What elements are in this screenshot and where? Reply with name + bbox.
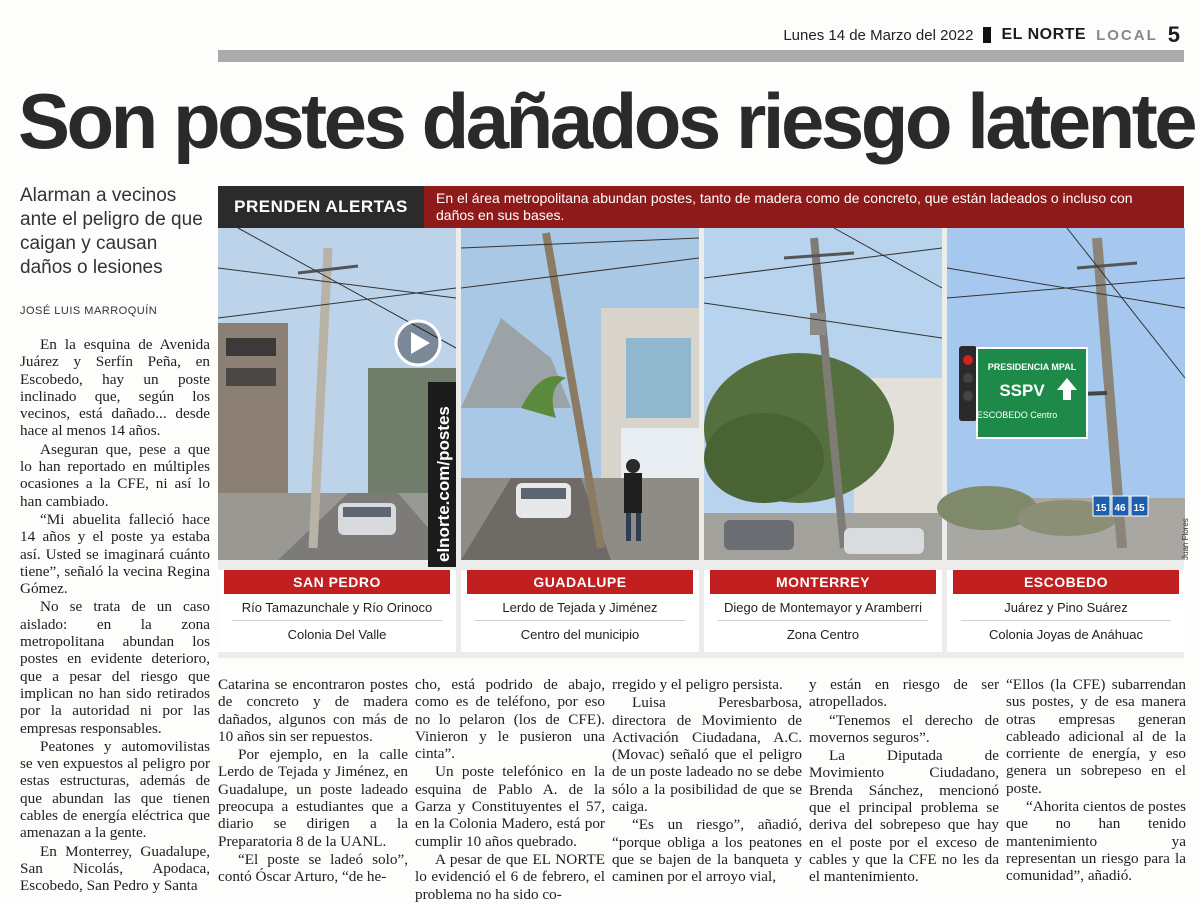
paragraph: rregido y el peligro persista. bbox=[612, 676, 783, 693]
street-photo-illustration bbox=[947, 228, 1185, 560]
paragraph: y están en riesgo de ser atropellados. bbox=[809, 676, 999, 711]
paragraph: Catarina se encontraron postes de concreto y de madera dañados, algunos con más de 10 años sin ser repuestos. bbox=[218, 676, 408, 745]
sign-line-2: SSPV bbox=[999, 381, 1045, 400]
sign-line-3: ESCOBEDO Centro bbox=[976, 410, 1058, 420]
route-shield-1: 15 bbox=[1095, 503, 1107, 514]
caption-area: Centro del municipio bbox=[520, 627, 640, 642]
article-column-6 bbox=[1006, 676, 1186, 886]
caption-municipality: MONTERREY bbox=[710, 570, 936, 594]
caption-location: Juárez y Pino Suárez bbox=[961, 594, 1171, 621]
paragraph: Por ejemplo, en la calle Lerdo de Tejada y Jiménez, en Guadalupe, un poste ladeado preocupa a estudiantes que a diario se dirigen a la Preparatoria 8 de la UANL. bbox=[218, 746, 408, 850]
url-text[interactable]: elnorte.com/postes bbox=[434, 406, 453, 562]
caption-municipality: ESCOBEDO bbox=[953, 570, 1179, 594]
article-column-3 bbox=[415, 676, 605, 904]
paragraph: En Monterrey, Guadalupe, San Nicolás, Apodaca, Escobedo, San Pedro y Santa bbox=[20, 842, 210, 895]
paragraph: “Es un riesgo”, añadió, “porque obliga a los peatones que se bajen de la banqueta y caminen por el arroyo vial, bbox=[612, 816, 802, 886]
street-photo-illustration bbox=[704, 228, 942, 560]
paragraph: La Diputada de Movimiento Ciudadano, Brenda Sánchez, mencionó que el principal problema se deriva del sobrepeso que hay en el poste por el exceso de cables y que la CFE no les da el mantenimiento. bbox=[809, 747, 999, 886]
caption-area: Colonia Joyas de Anáhuac bbox=[989, 627, 1143, 642]
paragraph: cho, está podrido de abajo, como es de teléfono, por eso no lo pelaron (los de CFE). Vinieron y le pusieron una cinta”. bbox=[415, 676, 605, 763]
page-number: 5 bbox=[1167, 22, 1180, 47]
paragraph: “Mi abuelita falleció hace 14 años y el poste ya estaba así. Usted se imaginará cuánto tiene”, señaló la vecina Regina Gómez. bbox=[20, 510, 210, 598]
caption-location: Lerdo de Tejada y Jiménez bbox=[475, 594, 685, 621]
kicker-text: En el área metropolitana abundan postes, tanto de madera como de concreto, que están ladeados o incluso con daños en sus bases. bbox=[436, 190, 1133, 223]
route-shield-2: 46 bbox=[1114, 503, 1126, 514]
paragraph: Peatones y automovilistas se ven expuestos al peligro por estas estructuras, además de que abundan las que tienen cables de energía eléctrica que amenazan a la gente. bbox=[20, 737, 210, 842]
byline: JOSÉ LUIS MARROQUÍN bbox=[20, 305, 158, 317]
caption-area: Zona Centro bbox=[786, 627, 860, 642]
paragraph: No se trata de un caso aislado: en la zona metropolitana abundan los postes en evidente deterioro, que a pesar del riesgo que implican no han sido retirados por la autoridad ni por las empresas responsables. bbox=[20, 598, 210, 737]
caption-location: Diego de Montemayor y Aramberri bbox=[718, 594, 928, 621]
headline: Son postes dañados riesgo latente bbox=[18, 77, 1195, 165]
caption-san-pedro bbox=[218, 570, 456, 652]
paragraph: En la esquina de Avenida Juárez y Serfín Peña, en Escobedo, hay un poste inclinado que, según los vecinos, está dañado... desde hace al menos 14 años. bbox=[20, 336, 210, 440]
paragraph: “Ellos (la CFE) subarrendan sus postes, y de esa manera otras empresas generan cableado adicional al de la corriente de energía, y eso genera un sobrepeso en el poste. bbox=[1006, 676, 1186, 797]
article-column-1 bbox=[20, 336, 210, 896]
article-column-4 bbox=[612, 676, 802, 887]
paragraph: “Ahorita cientos de postes que no han tenido mantenimiento ya representan un riesgo para la comunidad”, añadió. bbox=[1006, 798, 1186, 885]
caption-guadalupe bbox=[461, 570, 699, 652]
url-tag[interactable] bbox=[218, 232, 458, 572]
section-name: LOCAL bbox=[1096, 26, 1158, 44]
issue-date: Lunes 14 de Marzo del 2022 bbox=[783, 26, 974, 44]
photo-monterrey bbox=[704, 228, 942, 560]
caption-escobedo bbox=[947, 570, 1185, 652]
paragraph: Un poste telefónico en la esquina de Pablo A. de la Garza y Constituyentes el 57, en la Colonia Madero, está por cumplir 10 años quebrado. bbox=[415, 763, 605, 850]
paragraph: A pesar de que EL NORTE lo evidenció el 6 de febrero, el problema no ha sido co- bbox=[415, 850, 605, 903]
caption-municipality: GUADALUPE bbox=[467, 570, 693, 594]
header-rule bbox=[218, 50, 1184, 62]
photo-guadalupe bbox=[461, 228, 699, 560]
photo-escobedo bbox=[947, 228, 1185, 560]
article-column-5 bbox=[809, 676, 999, 887]
sign-line-1: PRESIDENCIA MPAL bbox=[987, 362, 1077, 372]
article-column-2 bbox=[218, 676, 408, 887]
photo-credit: Juan Flores bbox=[1181, 518, 1190, 560]
caption-monterrey bbox=[704, 570, 942, 652]
paragraph: Aseguran que, pese a que lo han reportado en múltiples ocasiones a la CFE, ni así lo han cambiado. bbox=[20, 440, 210, 510]
paragraph: Luisa Peresbarbosa, directora de Movimiento de Activación Ciudadana, A.C. (Movac) señaló que el peligro de un poste ladeado no se debe sólo a la posibilidad de que se caiga. bbox=[612, 694, 802, 816]
page-header bbox=[218, 20, 1180, 50]
kicker-bar bbox=[218, 186, 1184, 228]
paragraph: “Tenemos el derecho de movernos seguros”. bbox=[809, 711, 999, 746]
route-shield-3: 15 bbox=[1133, 503, 1145, 514]
caption-municipality: SAN PEDRO bbox=[224, 570, 450, 594]
caption-area: Colonia Del Valle bbox=[287, 627, 387, 642]
caption-location: Río Tamazunchale y Río Orinoco bbox=[232, 594, 442, 621]
street-photo-illustration bbox=[461, 228, 699, 560]
newspaper-brand: EL NORTE bbox=[1001, 26, 1087, 43]
header-separator bbox=[983, 27, 991, 43]
paragraph: “El poste se ladeó solo”, contó Óscar Arturo, “de he- bbox=[218, 850, 408, 886]
kicker-label: PRENDEN ALERTAS bbox=[218, 186, 424, 228]
deck: Alarman a vecinos ante el peligro de que caigan y causan daños o lesiones bbox=[20, 185, 203, 278]
